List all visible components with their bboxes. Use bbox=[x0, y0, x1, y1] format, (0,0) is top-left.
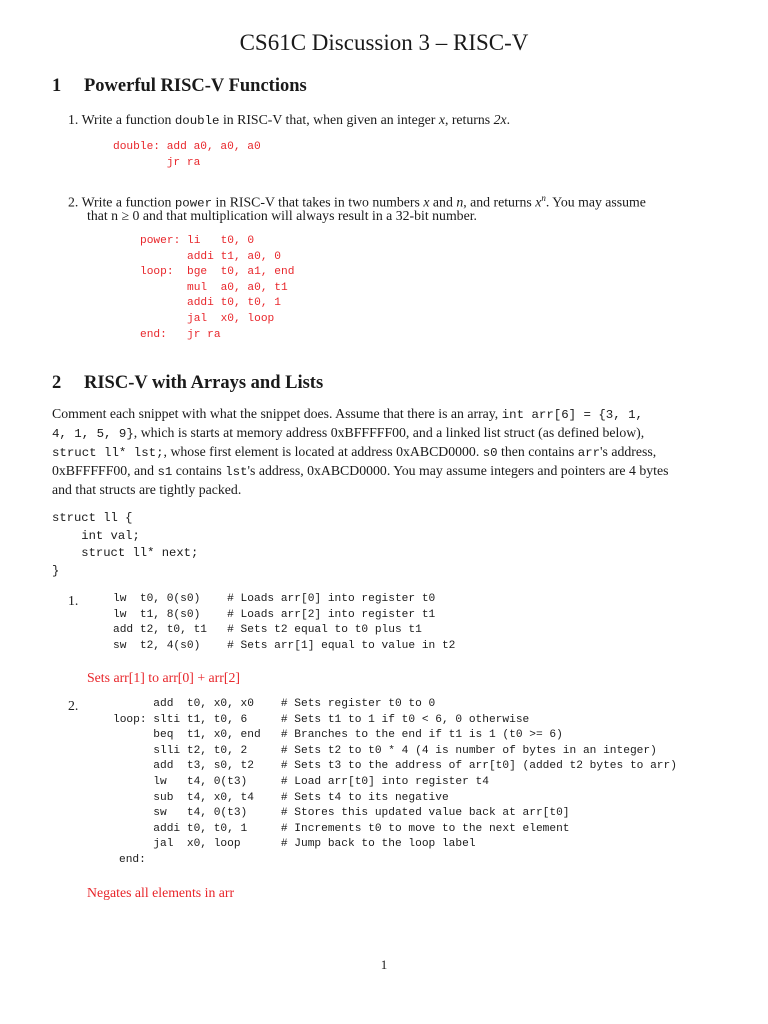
paragraph-text: , whose first element is located at address 0xABCD0000. bbox=[163, 444, 483, 459]
math-var: x bbox=[535, 194, 542, 210]
question-number: 2. bbox=[68, 194, 79, 210]
paragraph-text: then contains bbox=[497, 444, 578, 459]
question-1-1 bbox=[68, 111, 510, 130]
section-2-paragraph bbox=[52, 405, 716, 499]
inline-code: arr bbox=[577, 446, 601, 460]
inline-code: struct ll* lst; bbox=[52, 446, 164, 460]
question-text: , and returns bbox=[463, 194, 536, 210]
inline-code: int arr[6] = {3, 1, bbox=[501, 408, 643, 422]
question-text: . You may assume bbox=[545, 194, 646, 210]
paragraph-line bbox=[52, 424, 716, 443]
paragraph-text: Comment each snippet with what the snippet does. Assume that there is an array, bbox=[52, 406, 502, 421]
question-text: , returns bbox=[444, 112, 494, 127]
paragraph-line bbox=[52, 443, 716, 462]
paragraph-text: 's address, 0xABCD0000. You may assume integers and pointers are 4 bytes bbox=[247, 463, 669, 478]
paragraph-line bbox=[52, 462, 716, 481]
inline-code: power bbox=[174, 196, 213, 211]
section-1-heading bbox=[52, 76, 307, 97]
page-number: 1 bbox=[380, 957, 388, 972]
inline-code: s0 bbox=[482, 446, 498, 460]
question-2-2-number: 2. bbox=[68, 698, 79, 713]
math-var: n bbox=[456, 194, 464, 210]
math-expr: 2x bbox=[493, 112, 507, 127]
snippet-2-code: add t0, x0, x0 # Sets register t0 to 0 loop: slti t1, t0, 6 # Sets t1 to 1 if t0 < 6, 0 otherwise beq t1, x0, end # Branches to the end if t1 is 1 (t0 >= 6) slli t2, t0, 2 # Sets t2 to t0 * 4 (4 is number of bytes in an integer) add t3, s0, t2 # Sets t3 to the address of arr[t0] (added t2 bytes to arr) lw t4, 0(t3) # Load arr[t0] into register t4 sub t4, x0, t4 # Sets t4 to its negative sw t4, 0(t3) # Stores this updated value back at arr[t0] addi t0, t0, 1 # Increments t0 to move to the next element jal x0, loop # Jump back to the loop label bbox=[113, 698, 677, 851]
section-number: 2 bbox=[52, 373, 62, 393]
question-text: . bbox=[506, 112, 511, 127]
section-title: Powerful RISC-V Functions bbox=[84, 76, 307, 96]
paragraph-text: 0xBFFFFF00, and bbox=[52, 463, 158, 478]
page-title: CS61C Discussion 3 – RISC-V bbox=[239, 30, 529, 55]
inline-code: lst bbox=[225, 465, 248, 479]
math-var: x bbox=[423, 194, 430, 210]
question-text: and bbox=[429, 194, 457, 210]
question-1-2-line2: that n ≥ 0 and that multiplication will always result in a 32-bit number. bbox=[87, 208, 477, 223]
snippet-1-code: lw t0, 0(s0) # Loads arr[0] into register t0 lw t1, 8(s0) # Loads arr[2] into register t1 add t2, t0, t1 # Sets t2 equal to t0 plus t1 sw t2, 4(s0) # Sets arr[1] equal to value in t2 bbox=[113, 593, 456, 652]
struct-definition: struct ll { int val; struct ll* next; } bbox=[52, 511, 199, 578]
inline-code: s1 bbox=[157, 465, 173, 479]
answer-snippet-2: Negates all elements in arr bbox=[87, 885, 235, 900]
paragraph-line: and that structs are tightly packed. bbox=[52, 482, 242, 497]
section-number: 1 bbox=[52, 76, 62, 96]
question-text: Write a function bbox=[81, 194, 175, 210]
question-2-1-number: 1. bbox=[68, 593, 79, 608]
section-2-heading bbox=[52, 373, 323, 394]
math-var: x bbox=[438, 112, 445, 127]
inline-code: 4, 1, 5, 9} bbox=[52, 427, 134, 441]
end-label: end: bbox=[119, 854, 146, 866]
answer-code-power: power: li t0, 0 addi t1, a0, 0 loop: bge t0, a1, end mul a0, a0, t1 addi t0, t0, 1 jal x0, loop end: jr ra bbox=[140, 235, 295, 341]
math-exponent: n bbox=[541, 193, 546, 203]
answer-snippet-1: Sets arr[1] to arr[0] + arr[2] bbox=[87, 670, 240, 685]
paragraph-text: 's address, bbox=[600, 444, 657, 459]
paragraph-text: contains bbox=[172, 463, 226, 478]
answer-code-double: double: add a0, a0, a0 jr ra bbox=[113, 141, 261, 169]
section-title: RISC-V with Arrays and Lists bbox=[84, 373, 324, 393]
question-text: in RISC-V that takes in two numbers bbox=[212, 194, 424, 210]
question-text: in RISC-V that, when given an integer bbox=[219, 112, 439, 127]
question-text: Write a function bbox=[81, 112, 175, 127]
paragraph-line bbox=[52, 405, 716, 424]
inline-code: double bbox=[174, 114, 220, 128]
question-number: 1. bbox=[68, 112, 79, 127]
paragraph-text: , which is starts at memory address 0xBFFFFF00, and a linked list struct (as defined below), bbox=[133, 425, 645, 440]
